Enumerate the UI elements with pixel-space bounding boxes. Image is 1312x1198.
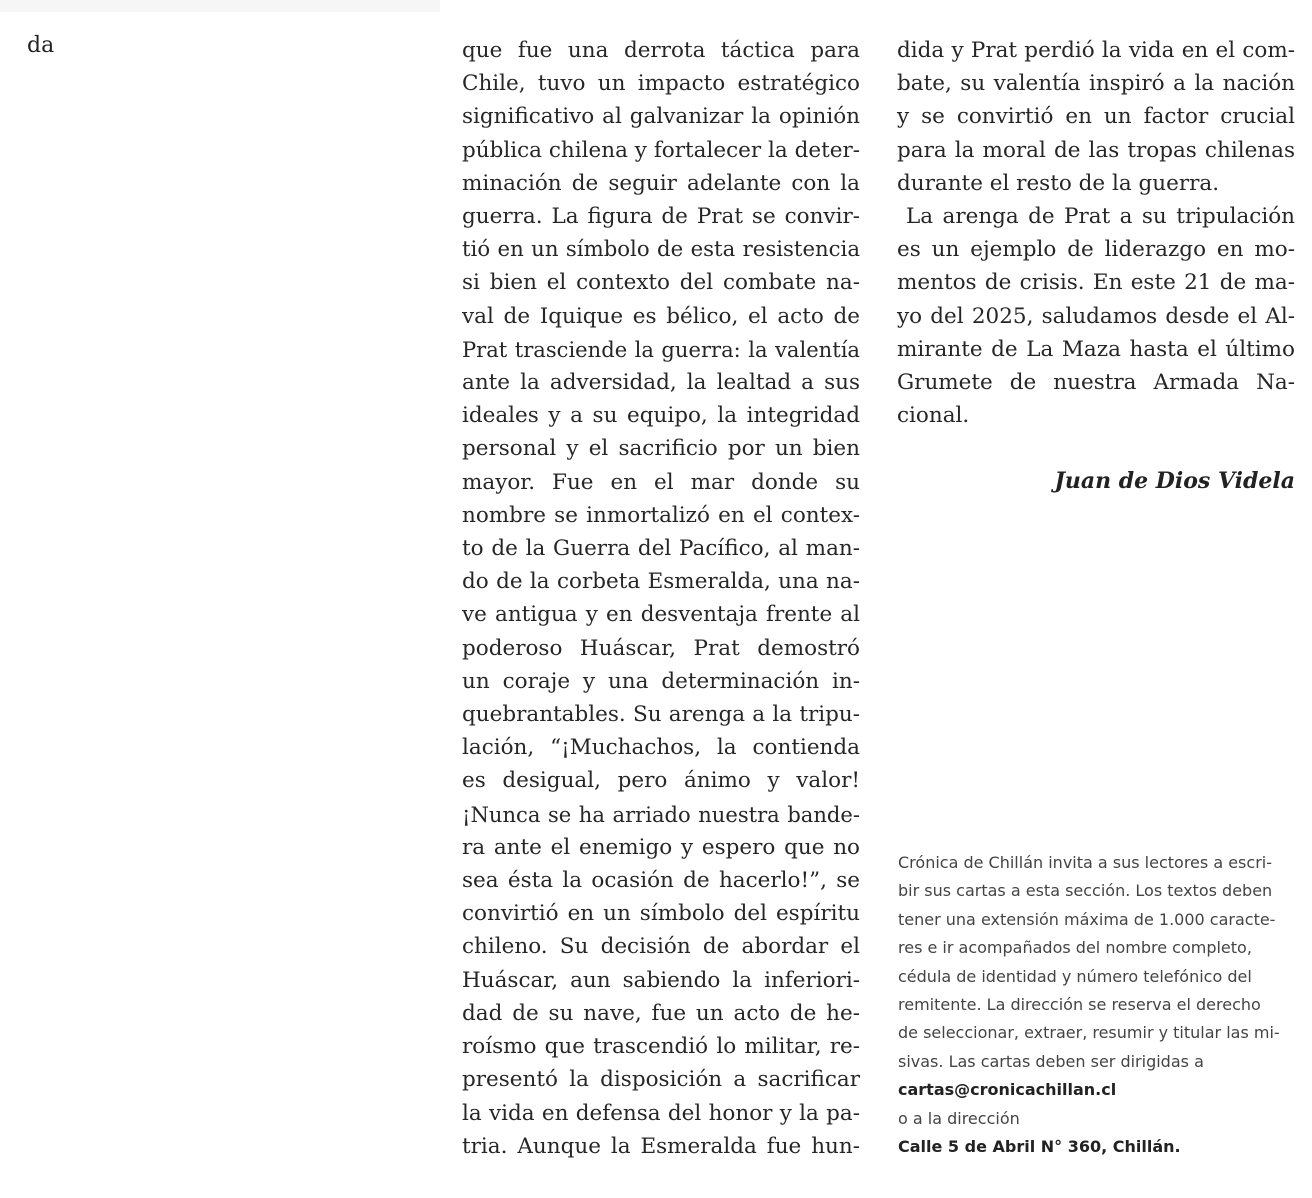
article-line: sea ésta la ocasión de hacerlo!”, se: [462, 868, 860, 894]
contact-email: cartas@cronicachillan.cl: [898, 1080, 1117, 1100]
article-line: ideales y a su equipo, la integridad: [462, 403, 860, 429]
article-line: val de Iquique es bélico, el acto de: [462, 303, 860, 329]
article-line: es un ejemplo de liderazgo en mo-: [897, 237, 1295, 263]
article-line: mayor. Fue en el mar donde su: [462, 469, 860, 495]
paragraph-first-line: La arenga de Prat a su tripulación: [906, 204, 1295, 230]
article-line: Chile, tuvo un impacto estratégico: [462, 71, 860, 97]
article-line: ante la adversidad, la lealtad a sus: [462, 370, 860, 396]
article-line: que fue una derrota táctica para: [462, 38, 860, 63]
note-connector: o a la dirección: [898, 1108, 1020, 1128]
article-line: poderoso Huáscar, Prat demostró: [462, 635, 860, 661]
note-line: sivas. Las cartas deben ser dirigidas a: [898, 1051, 1204, 1071]
article-line: quebrantables. Su arenga a la tripu-: [462, 702, 860, 728]
note-line: de seleccionar, extraer, resumir y titular las mi-: [898, 1023, 1280, 1043]
article-line: minación de seguir adelante con la: [462, 170, 860, 196]
submission-note: [898, 849, 1290, 1161]
note-line: bir sus cartas a esta sección. Los textos deben: [898, 881, 1273, 901]
note-line: remitente. La dirección se reserva el derecho: [898, 995, 1261, 1015]
article-line: nombre se inmortalizó en el contex-: [462, 502, 860, 528]
article-line: lación, “¡Muchachos, la contienda: [462, 735, 860, 761]
article-line: roísmo que trascendió lo militar, re-: [462, 1034, 860, 1060]
article-line: bate, su valentía inspiró a la nación: [897, 71, 1295, 97]
article-line: ¡Nunca se ha arriado nuestra bande-: [462, 801, 860, 827]
article-line: presentó la disposición a sacrificar: [462, 1067, 860, 1093]
article-line: cional.: [897, 403, 970, 429]
article-line: yo del 2025, saludamos desde el Al-: [897, 303, 1295, 329]
note-line: res e ir acompañados del nombre completo,: [898, 938, 1252, 958]
article-line: ve antigua y en desventaja frente al: [462, 602, 860, 628]
article-column-left: [462, 34, 860, 1163]
article-line: chileno. Su decisión de abordar el: [462, 934, 860, 960]
article-line: personal y el sacrificio por un bien: [462, 436, 860, 462]
previous-column-fragment: da: [27, 33, 55, 58]
article-line: pública chilena y fortalecer la deter-: [462, 137, 860, 163]
article-line: es desigual, pero ánimo y valor!: [462, 768, 860, 794]
page-edge-strip: [0, 0, 440, 12]
article-line: guerra. La figura de Prat se convir-: [462, 204, 860, 230]
article-line: mirante de La Maza hasta el último: [897, 336, 1295, 362]
author-signature: Juan de Dios Videla: [1054, 468, 1295, 494]
article-column-right: [897, 34, 1295, 432]
note-line: tener una extensión máxima de 1.000 caracte-: [898, 909, 1276, 929]
postal-address: Calle 5 de Abril N° 360, Chillán.: [898, 1137, 1181, 1157]
article-line: Huáscar, aun sabiendo la inferiori-: [462, 967, 860, 993]
article-line: para la moral de las tropas chilenas: [897, 137, 1295, 163]
article-line: tió en un símbolo de esta resistencia: [462, 237, 860, 263]
article-line: mentos de crisis. En este 21 de ma-: [897, 270, 1295, 296]
article-line: la vida en defensa del honor y la pa-: [462, 1100, 860, 1126]
article-line: dida y Prat perdió la vida en el com-: [897, 38, 1295, 63]
article-line: convirtió en un símbolo del espíritu: [462, 901, 860, 927]
article-line: un coraje y una determinación in-: [462, 668, 860, 694]
article-line: si bien el contexto del combate na-: [462, 270, 860, 296]
article-line: durante el resto de la guerra.: [897, 170, 1220, 196]
article-line: do de la corbeta Esmeralda, una na-: [462, 569, 860, 595]
note-line: Crónica de Chillán invita a sus lectores a escri-: [898, 853, 1272, 872]
article-line: to de la Guerra del Pacífico, al man-: [462, 536, 860, 562]
article-line: y se convirtió en un factor crucial: [897, 104, 1295, 130]
article-line: dad de su nave, fue un acto de he-: [462, 1000, 860, 1026]
article-line: ra ante el enemigo y espero que no: [462, 834, 860, 860]
article-line: Grumete de nuestra Armada Na-: [897, 370, 1295, 396]
article-line: Prat trasciende la guerra: la valentía: [462, 336, 860, 362]
article-line: tria. Aunque la Esmeralda fue hun-: [462, 1133, 860, 1159]
article-line: significativo al galvanizar la opinión: [462, 104, 860, 130]
note-line: cédula de identidad y número telefónico del: [898, 966, 1252, 986]
